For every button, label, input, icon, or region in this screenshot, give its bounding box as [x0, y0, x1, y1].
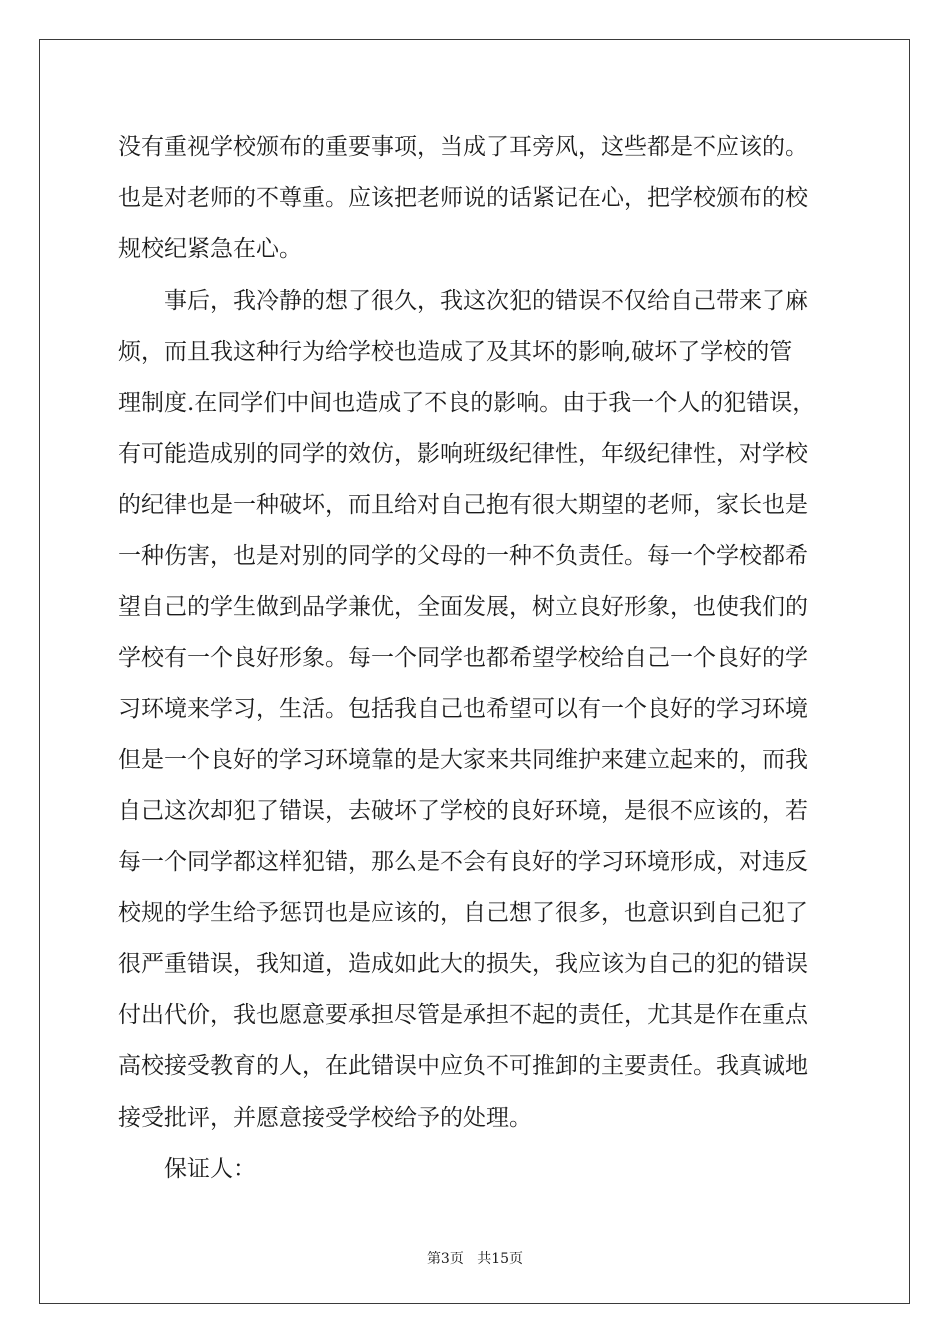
text-line: 望自己的学生做到品学兼优，全面发展，树立良好形象，也使我们的 — [118, 594, 808, 620]
text-line: 习环境来学习，生活。包括我自己也希望可以有一个良好的学习环境 — [118, 696, 808, 722]
guarantor-label: 保证人： — [164, 1156, 256, 1182]
text-line: 每一个同学都这样犯错，那么是不会有良好的学习环境形成，对违反 — [118, 849, 808, 875]
text-line: 但是一个良好的学习环境靠的是大家来共同维护来建立起来的，而我 — [118, 747, 808, 773]
text-line: 烦，而且我这种行为给学校也造成了及其坏的影响,破坏了学校的管 — [118, 339, 793, 365]
text-line: 的纪律也是一种破坏，而且给对自己抱有很大期望的老师，家长也是 — [118, 492, 808, 518]
text-line: 付出代价，我也愿意要承担尽管是承担不起的责任，尤其是作在重点 — [118, 1002, 808, 1028]
text-line: 校规的学生给予惩罚也是应该的，自己想了很多，也意识到自己犯了 — [118, 900, 808, 926]
text-line: 也是对老师的不尊重。应该把老师说的话紧记在心，把学校颁布的校 — [118, 185, 808, 211]
text-line: 自己这次却犯了错误，去破坏了学校的良好环境，是很不应该的，若 — [118, 798, 808, 824]
text-line: 规校纪紧急在心。 — [118, 236, 302, 262]
text-line: 接受批评，并愿意接受学校给予的处理。 — [118, 1105, 532, 1131]
text-line: 没有重视学校颁布的重要事项，当成了耳旁风，这些都是不应该的。 — [118, 134, 808, 160]
text-line: 学校有一个良好形象。每一个同学也都希望学校给自己一个良好的学 — [118, 645, 808, 671]
page-total: 共15页 — [477, 1251, 524, 1267]
text-line: 有可能造成别的同学的效仿，影响班级纪律性，年级纪律性，对学校 — [118, 441, 808, 467]
text-line: 很严重错误，我知道，造成如此大的损失，我应该为自己的犯的错误 — [118, 951, 808, 977]
paragraph-start-line: 事后，我冷静的想了很久，我这次犯的错误不仅给自己带来了麻 — [164, 288, 808, 314]
page-footer — [0, 1248, 950, 1268]
text-line: 一种伤害，也是对别的同学的父母的一种不负责任。每一个学校都希 — [118, 543, 808, 569]
page-number: 第3页 — [426, 1251, 464, 1267]
text-line: 理制度.在同学们中间也造成了不良的影响。由于我一个人的犯错误， — [118, 390, 816, 416]
text-line: 高校接受教育的人，在此错误中应负不可推卸的主要责任。我真诚地 — [118, 1053, 808, 1079]
